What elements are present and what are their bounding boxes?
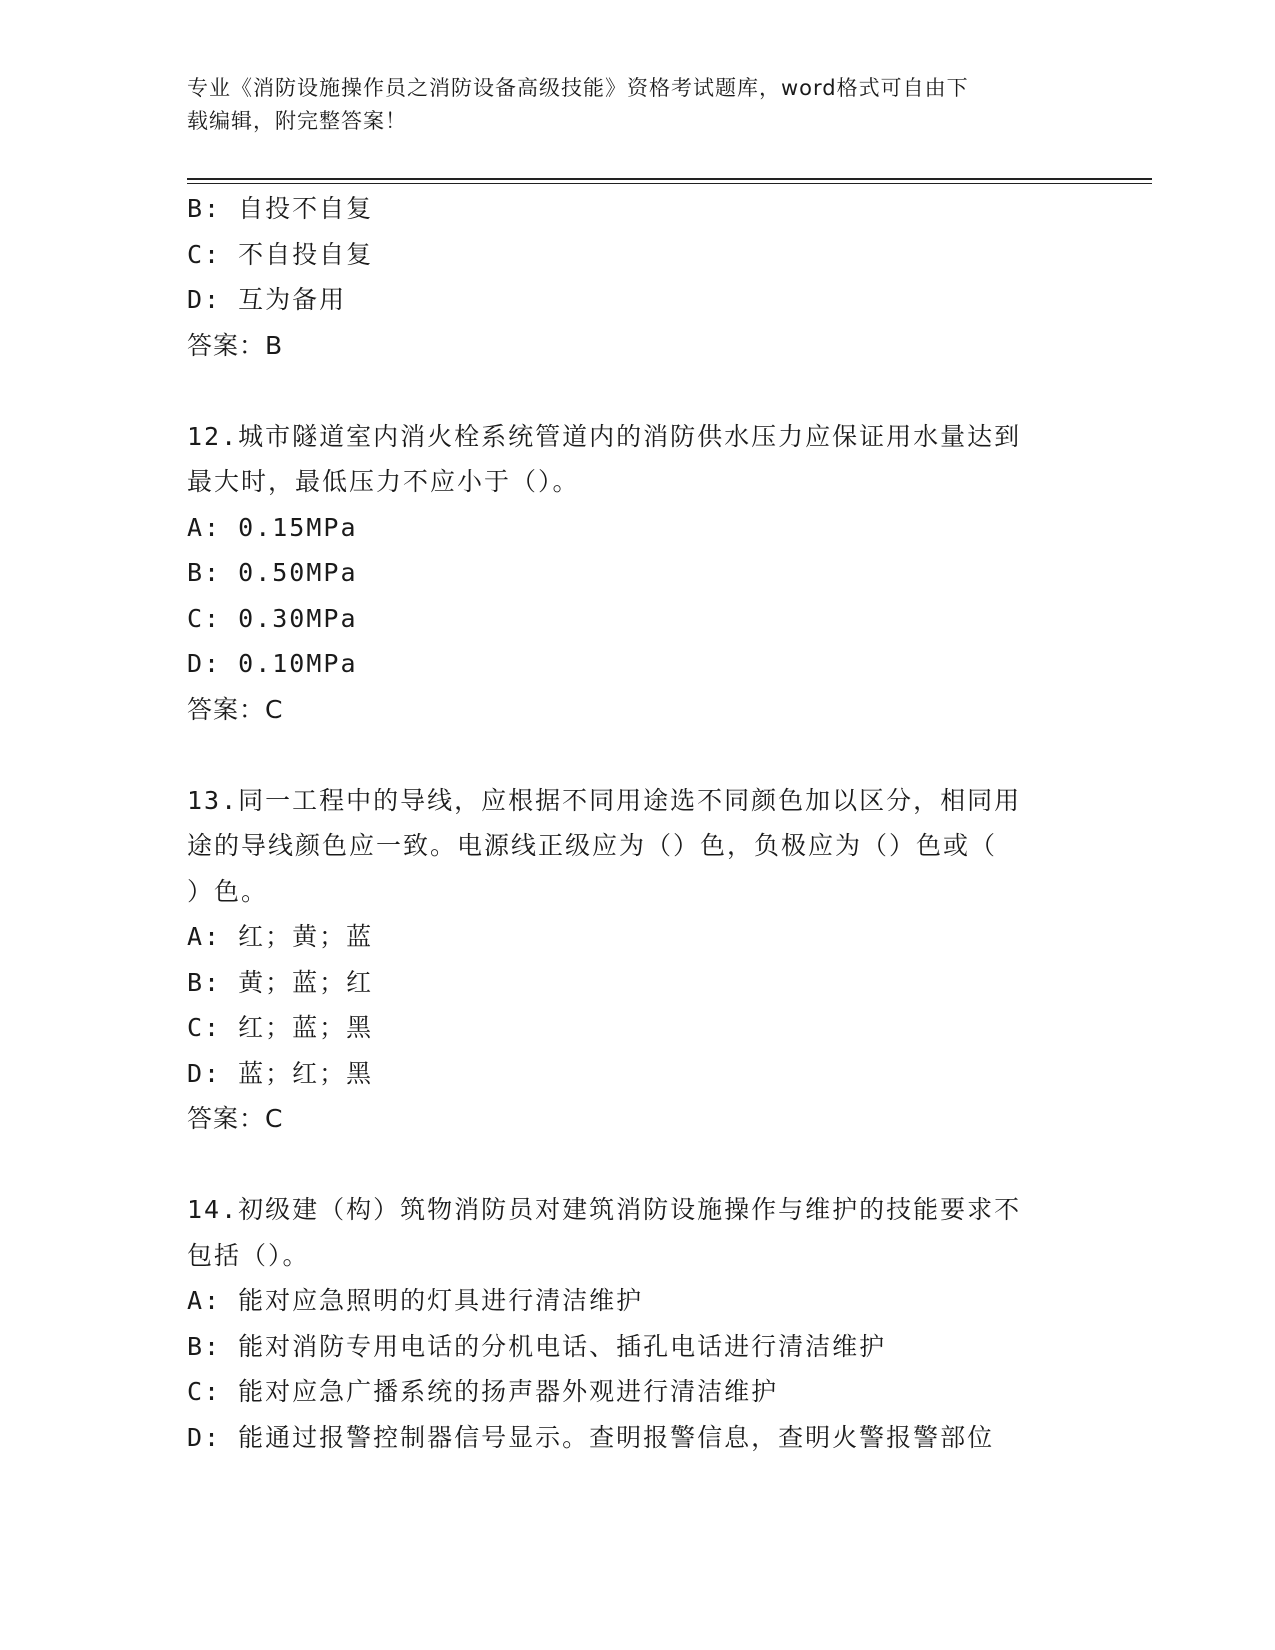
question-stem: 12.城市隧道室内消火栓系统管道内的消防供水压力应保证用水量达到 — [187, 421, 1022, 451]
option-d: D: 0.10MPa — [187, 649, 358, 678]
option-b: B: 0.50MPa — [187, 558, 358, 587]
option-a: A: 0.15MPa — [187, 512, 358, 542]
answer: 答案：B — [187, 330, 284, 360]
answer: 答案：C — [187, 694, 284, 724]
option-b: B: 黄；蓝；红 — [187, 967, 374, 997]
spacer — [187, 368, 1087, 414]
header-line-2: 载编辑，附完整答案！ — [187, 109, 407, 133]
question-stem: 13.同一工程中的导线，应根据不同用途选不同颜色加以区分，相同用 — [187, 785, 1022, 815]
option-a: A: 能对应急照明的灯具进行清洁维护 — [187, 1286, 644, 1315]
question-stem: 14.初级建（构）筑物消防员对建筑消防设施操作与维护的技能要求不 — [187, 1195, 1022, 1224]
answer: 答案：C — [187, 1104, 284, 1133]
spacer — [187, 1142, 1087, 1188]
option-b: B: 自投不自复 — [187, 194, 374, 223]
option-d: D: 蓝；红；黑 — [187, 1058, 374, 1088]
option-c: C: 红；蓝；黑 — [187, 1013, 374, 1042]
option-d: D: 互为备用 — [187, 285, 347, 314]
option-b: B: 能对消防专用电话的分机电话、插孔电话进行清洁维护 — [187, 1331, 887, 1361]
option-c: C: 能对应急广播系统的扬声器外观进行清洁维护 — [187, 1377, 779, 1406]
question-stem: 最大时，最低压力不应小于（）。 — [187, 467, 580, 496]
question-list — [187, 186, 1087, 1460]
question-14 — [187, 1187, 1087, 1460]
question-11-tail — [187, 186, 1087, 368]
option-c: C: 0.30MPa — [187, 603, 358, 633]
question-13 — [187, 778, 1087, 1142]
question-stem: 途的导线颜色应一致。电源线正级应为（）色，负极应为（）色或（ — [187, 831, 998, 860]
option-c: C: 不自投自复 — [187, 239, 374, 269]
question-12 — [187, 414, 1087, 733]
option-a: A: 红；黄；蓝 — [187, 922, 374, 951]
option-d: D: 能通过报警控制器信号显示。查明报警信息，查明火警报警部位 — [187, 1422, 995, 1452]
document-header — [187, 72, 1087, 138]
spacer — [187, 732, 1087, 778]
header-line-1: 专业《消防设施操作员之消防设备高级技能》资格考试题库，word格式可自由下 — [187, 76, 969, 100]
header-divider — [187, 178, 1152, 184]
question-stem: ）色。 — [187, 876, 269, 906]
question-stem: 包括（）。 — [187, 1240, 310, 1270]
